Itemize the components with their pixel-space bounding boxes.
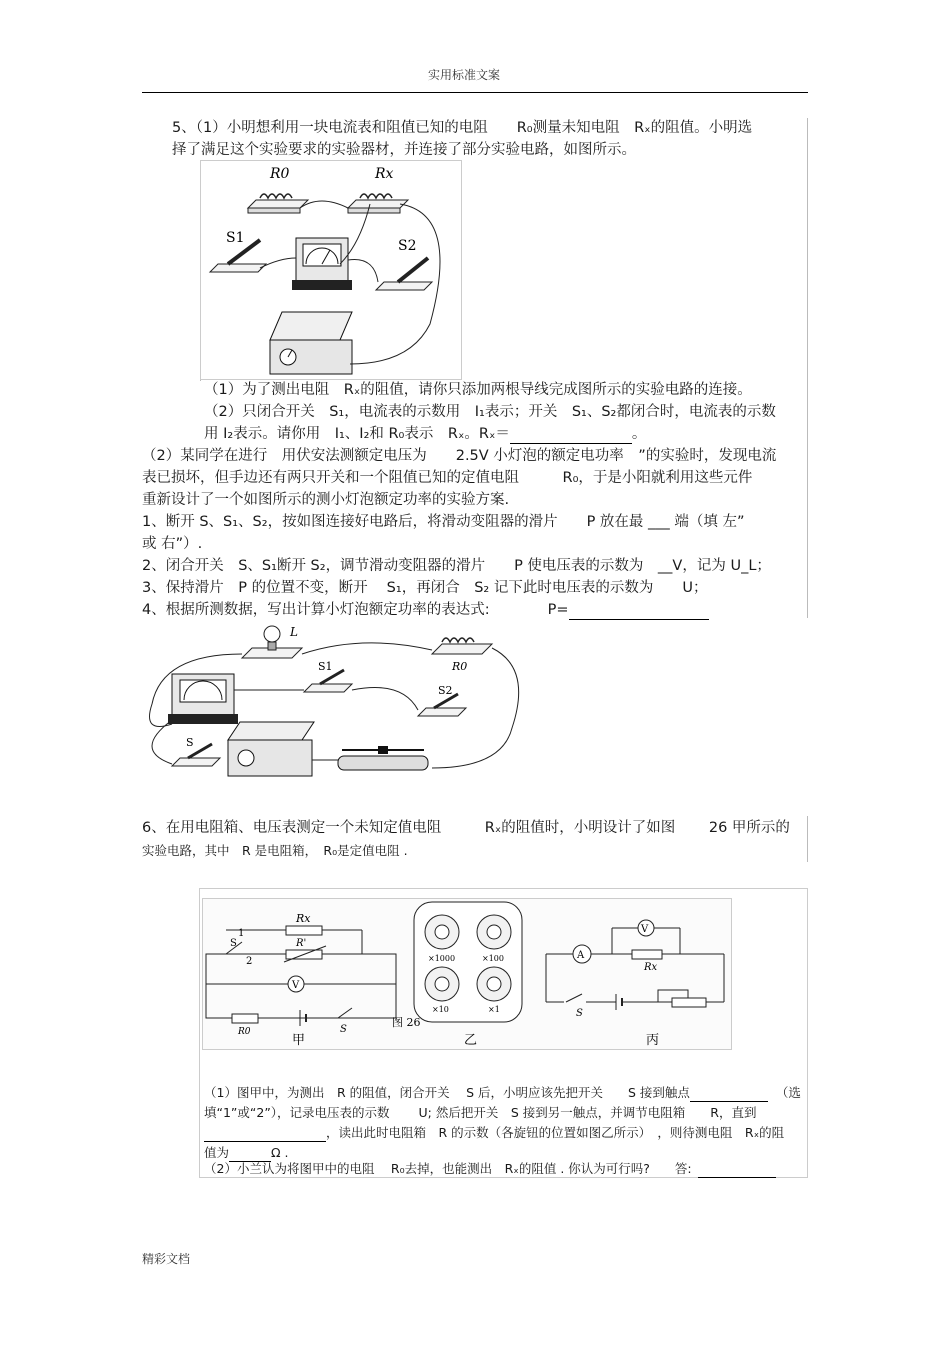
q6-sub2-text: （2）小兰认为将图甲中的电阻 R₀去掉，也能测出 Rₓ的阻值 . 你认为可行吗? 答: bbox=[204, 1161, 692, 1176]
label-r0: R0 bbox=[238, 1027, 251, 1037]
figure-2-circuit bbox=[142, 620, 522, 790]
q5-sub2-line2 bbox=[204, 424, 646, 444]
q5-step1-line2: 或 右”）. bbox=[142, 536, 203, 552]
figure-1-circuit bbox=[200, 160, 462, 380]
q5-sub2-end: 。 bbox=[631, 426, 647, 442]
q5-step4-text: 4、根据所测数据，写出计算小灯泡额定功率的表达式: P= bbox=[142, 602, 569, 618]
label-s1: S1 bbox=[318, 660, 333, 673]
label-bing: 丙 bbox=[646, 1033, 660, 1048]
label-s3: S bbox=[576, 1008, 583, 1019]
q5-intro-line1: 5、（1）小明想利用一块电流表和阻值已知的电阻 R₀测量未知电阻 Rₓ的阻值。小明选 bbox=[172, 120, 753, 136]
label-r0: R0 bbox=[270, 166, 290, 182]
label-s2: S2 bbox=[438, 684, 453, 697]
q6-intro-line2: 实验电路，其中 R 是电阻箱， R₀是定值电阻 . bbox=[142, 843, 408, 858]
label-yi: 乙 bbox=[464, 1033, 478, 1048]
q5-sub2-text: 用 I₂表示。请你用 I₁、I₂和 R₀表示 Rₓ。Rₓ＝ bbox=[204, 426, 510, 442]
figure-26 bbox=[202, 898, 732, 1050]
q5-step3: 3、保持滑片 P 的位置不变，断开 S₁，再闭合 S₂ 记下此时电压表的示数为 U； bbox=[142, 580, 708, 596]
header-rule bbox=[142, 92, 808, 93]
label-v: V bbox=[292, 980, 300, 991]
q5-step4 bbox=[142, 600, 709, 620]
label-rx: Rx bbox=[375, 166, 394, 182]
label-s1: S1 bbox=[226, 230, 245, 246]
contact-blank[interactable] bbox=[690, 1085, 768, 1102]
q5-step2: 2、闭合开关 S、S₁断开 S₂，调节滑动变阻器的滑片 P 使电压表的示数为 __V，记为 U_L； bbox=[142, 558, 771, 574]
rx-expression-blank[interactable] bbox=[510, 427, 632, 444]
q6-sub1-line4-text: 值为 bbox=[204, 1145, 230, 1160]
q5-part2-line2: 表已损坏，但手边还有两只开关和一个阻值已知的定值电阻 R₀，于是小阳就利用这些元件 bbox=[142, 470, 753, 486]
q6-sub1-unit: Ω . bbox=[271, 1145, 289, 1160]
label-x1000: ×1000 bbox=[428, 954, 456, 963]
q6-intro-line1: 6、在用电阻箱、电压表测定一个未知定值电阻 Rₓ的阻值时，小明设计了如图 26 甲所示的 bbox=[142, 820, 790, 836]
q6-sub1-end: （选 bbox=[775, 1085, 801, 1100]
q6-sub1-line2: 填“1”或“2”），记录电压表的示数 U; 然后把开关 S 接到另一触点，并调节电阻箱 R，直到 bbox=[204, 1105, 757, 1120]
q5-intro-line2: 择了满足这个实验要求的实验器材，并连接了部分实验电路，如图所示。 bbox=[172, 142, 636, 158]
q6-sub2 bbox=[204, 1160, 776, 1178]
label-l: L bbox=[290, 625, 298, 639]
label-x1: ×1 bbox=[488, 1005, 500, 1014]
label-s1: S bbox=[230, 938, 237, 949]
label-rx: Rx bbox=[296, 912, 311, 925]
label-jia: 甲 bbox=[292, 1033, 306, 1048]
q5-sub2-line1: （2）只闭合开关 S₁，电流表的示数用 I₁表示；开关 S₁、S₂都闭合时，电流表的示数 bbox=[204, 404, 776, 420]
q6-sub1-text: （1）图甲中，为测出 R 的阻值，闭合开关 S 后，小明应该先把开关 S 接到触点 bbox=[204, 1085, 690, 1100]
q5-part2-line3: 重新设计了一个如图所示的测小灯泡额定功率的实验方案. bbox=[142, 492, 510, 508]
page-footer: 精彩文档 bbox=[142, 1252, 191, 1266]
condition-blank[interactable] bbox=[204, 1125, 326, 1142]
q5-step1-line1: 1、断开 S、S₁、S₂，按如图连接好电路后，将滑动变阻器的滑片 P 放在最 ___ 端（填 左” bbox=[142, 514, 745, 530]
q6-sub1-line3-text: ，读出此时电阻箱 R 的示数（各旋钮的位置如图乙所示） ，则待测电阻 Rₓ的阻 bbox=[326, 1125, 785, 1140]
label-t2: 2 bbox=[246, 956, 253, 967]
power-expression-blank[interactable] bbox=[569, 603, 709, 620]
label-s: S bbox=[186, 736, 194, 749]
label-t1: 1 bbox=[238, 928, 245, 939]
q6-sub1-line3 bbox=[204, 1124, 784, 1142]
label-x10: ×10 bbox=[432, 1005, 449, 1014]
label-rprime: R' bbox=[296, 938, 307, 949]
q6-sub1-line1 bbox=[204, 1084, 801, 1102]
label-s2: S2 bbox=[398, 238, 417, 254]
margin-line bbox=[807, 118, 808, 618]
label-v2: V bbox=[641, 924, 649, 935]
label-rx2: Rx bbox=[644, 962, 658, 973]
figure-caption: 图 26 bbox=[392, 1016, 421, 1029]
label-a: A bbox=[577, 950, 585, 961]
label-x100: ×100 bbox=[482, 954, 504, 963]
answer-blank[interactable] bbox=[698, 1161, 776, 1178]
label-r0: R0 bbox=[452, 660, 468, 673]
label-s: S bbox=[340, 1024, 347, 1035]
page-header: 实用标准文案 bbox=[428, 68, 501, 82]
margin-line-2 bbox=[807, 816, 808, 862]
q5-sub1: （1）为了测出电阻 Rₓ的阻值，请你只添加两根导线完成图所示的实验电路的连接。 bbox=[204, 382, 752, 398]
q5-part2-line1: （2）某同学在进行 用伏安法测额定电压为 2.5V 小灯泡的额定电功率 ”的实验时，发现电流 bbox=[142, 448, 777, 464]
